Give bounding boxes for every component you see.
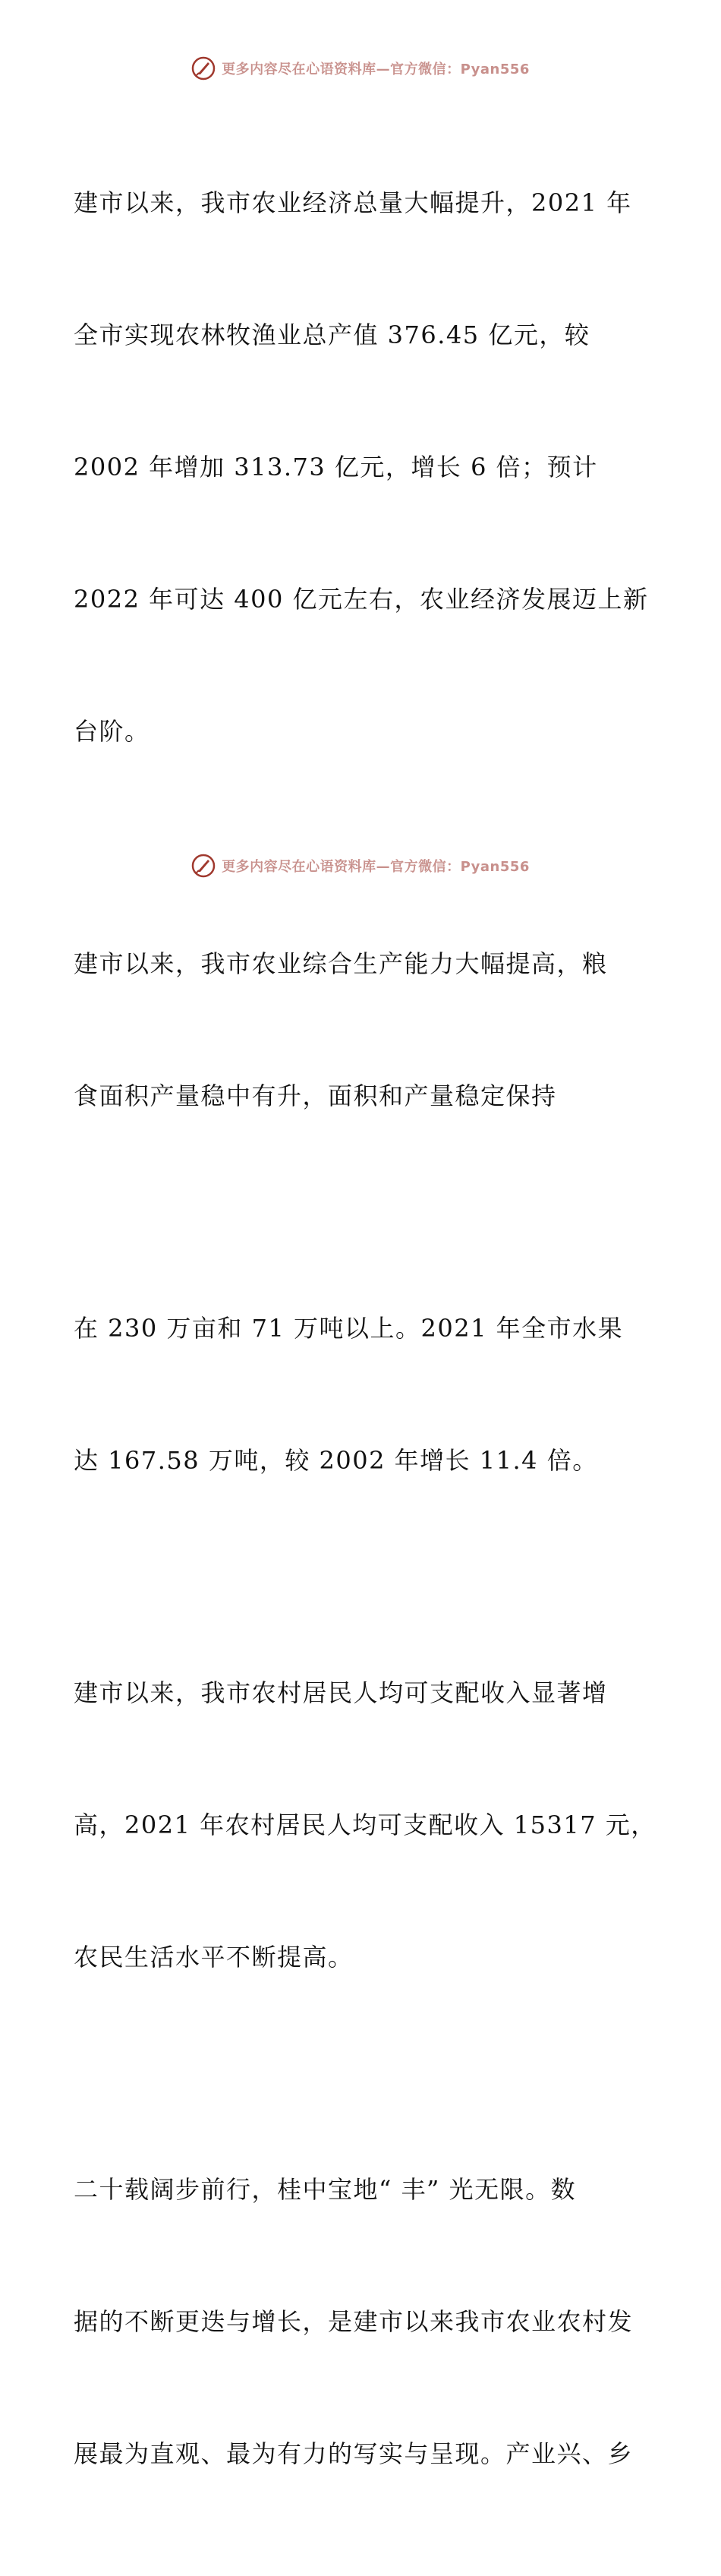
- text-line: 建市以来，我市农业综合生产能力大幅提高，粮: [74, 949, 608, 978]
- text-line: 食面积产量稳中有升，面积和产量稳定保持: [74, 1081, 557, 1110]
- text-line: 台阶。: [74, 717, 150, 746]
- watermark-footer: [0, 851, 721, 881]
- text-line: 据的不断更迭与增长，是建市以来我市农业农村发: [74, 2307, 634, 2336]
- paragraph: [74, 93, 650, 841]
- text-line: 全市实现农林牧渔业总产值 376.45 亿元，较: [74, 320, 590, 349]
- paragraph: [74, 1218, 650, 1571]
- text-line: 达 167.58 万吨，较 2002 年增长 11.4 倍。: [74, 1446, 598, 1475]
- paragraph: [74, 2079, 650, 2564]
- watermark-text: 更多内容尽在心语资料库—官方微信：Pyan556: [222, 859, 530, 875]
- text-line: 建市以来，我市农村居民人均可支配收入显著增: [74, 1678, 608, 1707]
- text-line: 建市以来，我市农业经济总量大幅提升，2021 年: [74, 188, 632, 217]
- document-body: [74, 93, 656, 2576]
- feather-pen-logo-icon: [191, 56, 216, 80]
- watermark-text: 更多内容尽在心语资料库—官方微信：Pyan556: [222, 62, 530, 77]
- watermark-header: [0, 53, 721, 84]
- text-line: 在 230 万亩和 71 万吨以上。2021 年全市水果: [74, 1314, 624, 1343]
- text-line: 高，2021 年农村居民人均可支配收入 15317 元，: [74, 1810, 656, 1839]
- text-line: 农民生活水平不断提高。: [74, 1943, 354, 1971]
- paragraph: [74, 1583, 656, 2067]
- text-line: 展最为直观、最为有力的写实与呈现。产业兴、乡: [74, 2439, 634, 2468]
- text-line: 2022 年可达 400 亿元左右，农业经济发展迈上新: [74, 585, 649, 614]
- text-line: 二十载阔步前行，桂中宝地“ 丰” 光无限。数: [74, 2175, 577, 2204]
- paragraph: [74, 854, 650, 1206]
- text-line: 2002 年增加 313.73 亿元，增长 6 倍；预计: [74, 453, 598, 481]
- feather-pen-logo-icon: [191, 854, 216, 878]
